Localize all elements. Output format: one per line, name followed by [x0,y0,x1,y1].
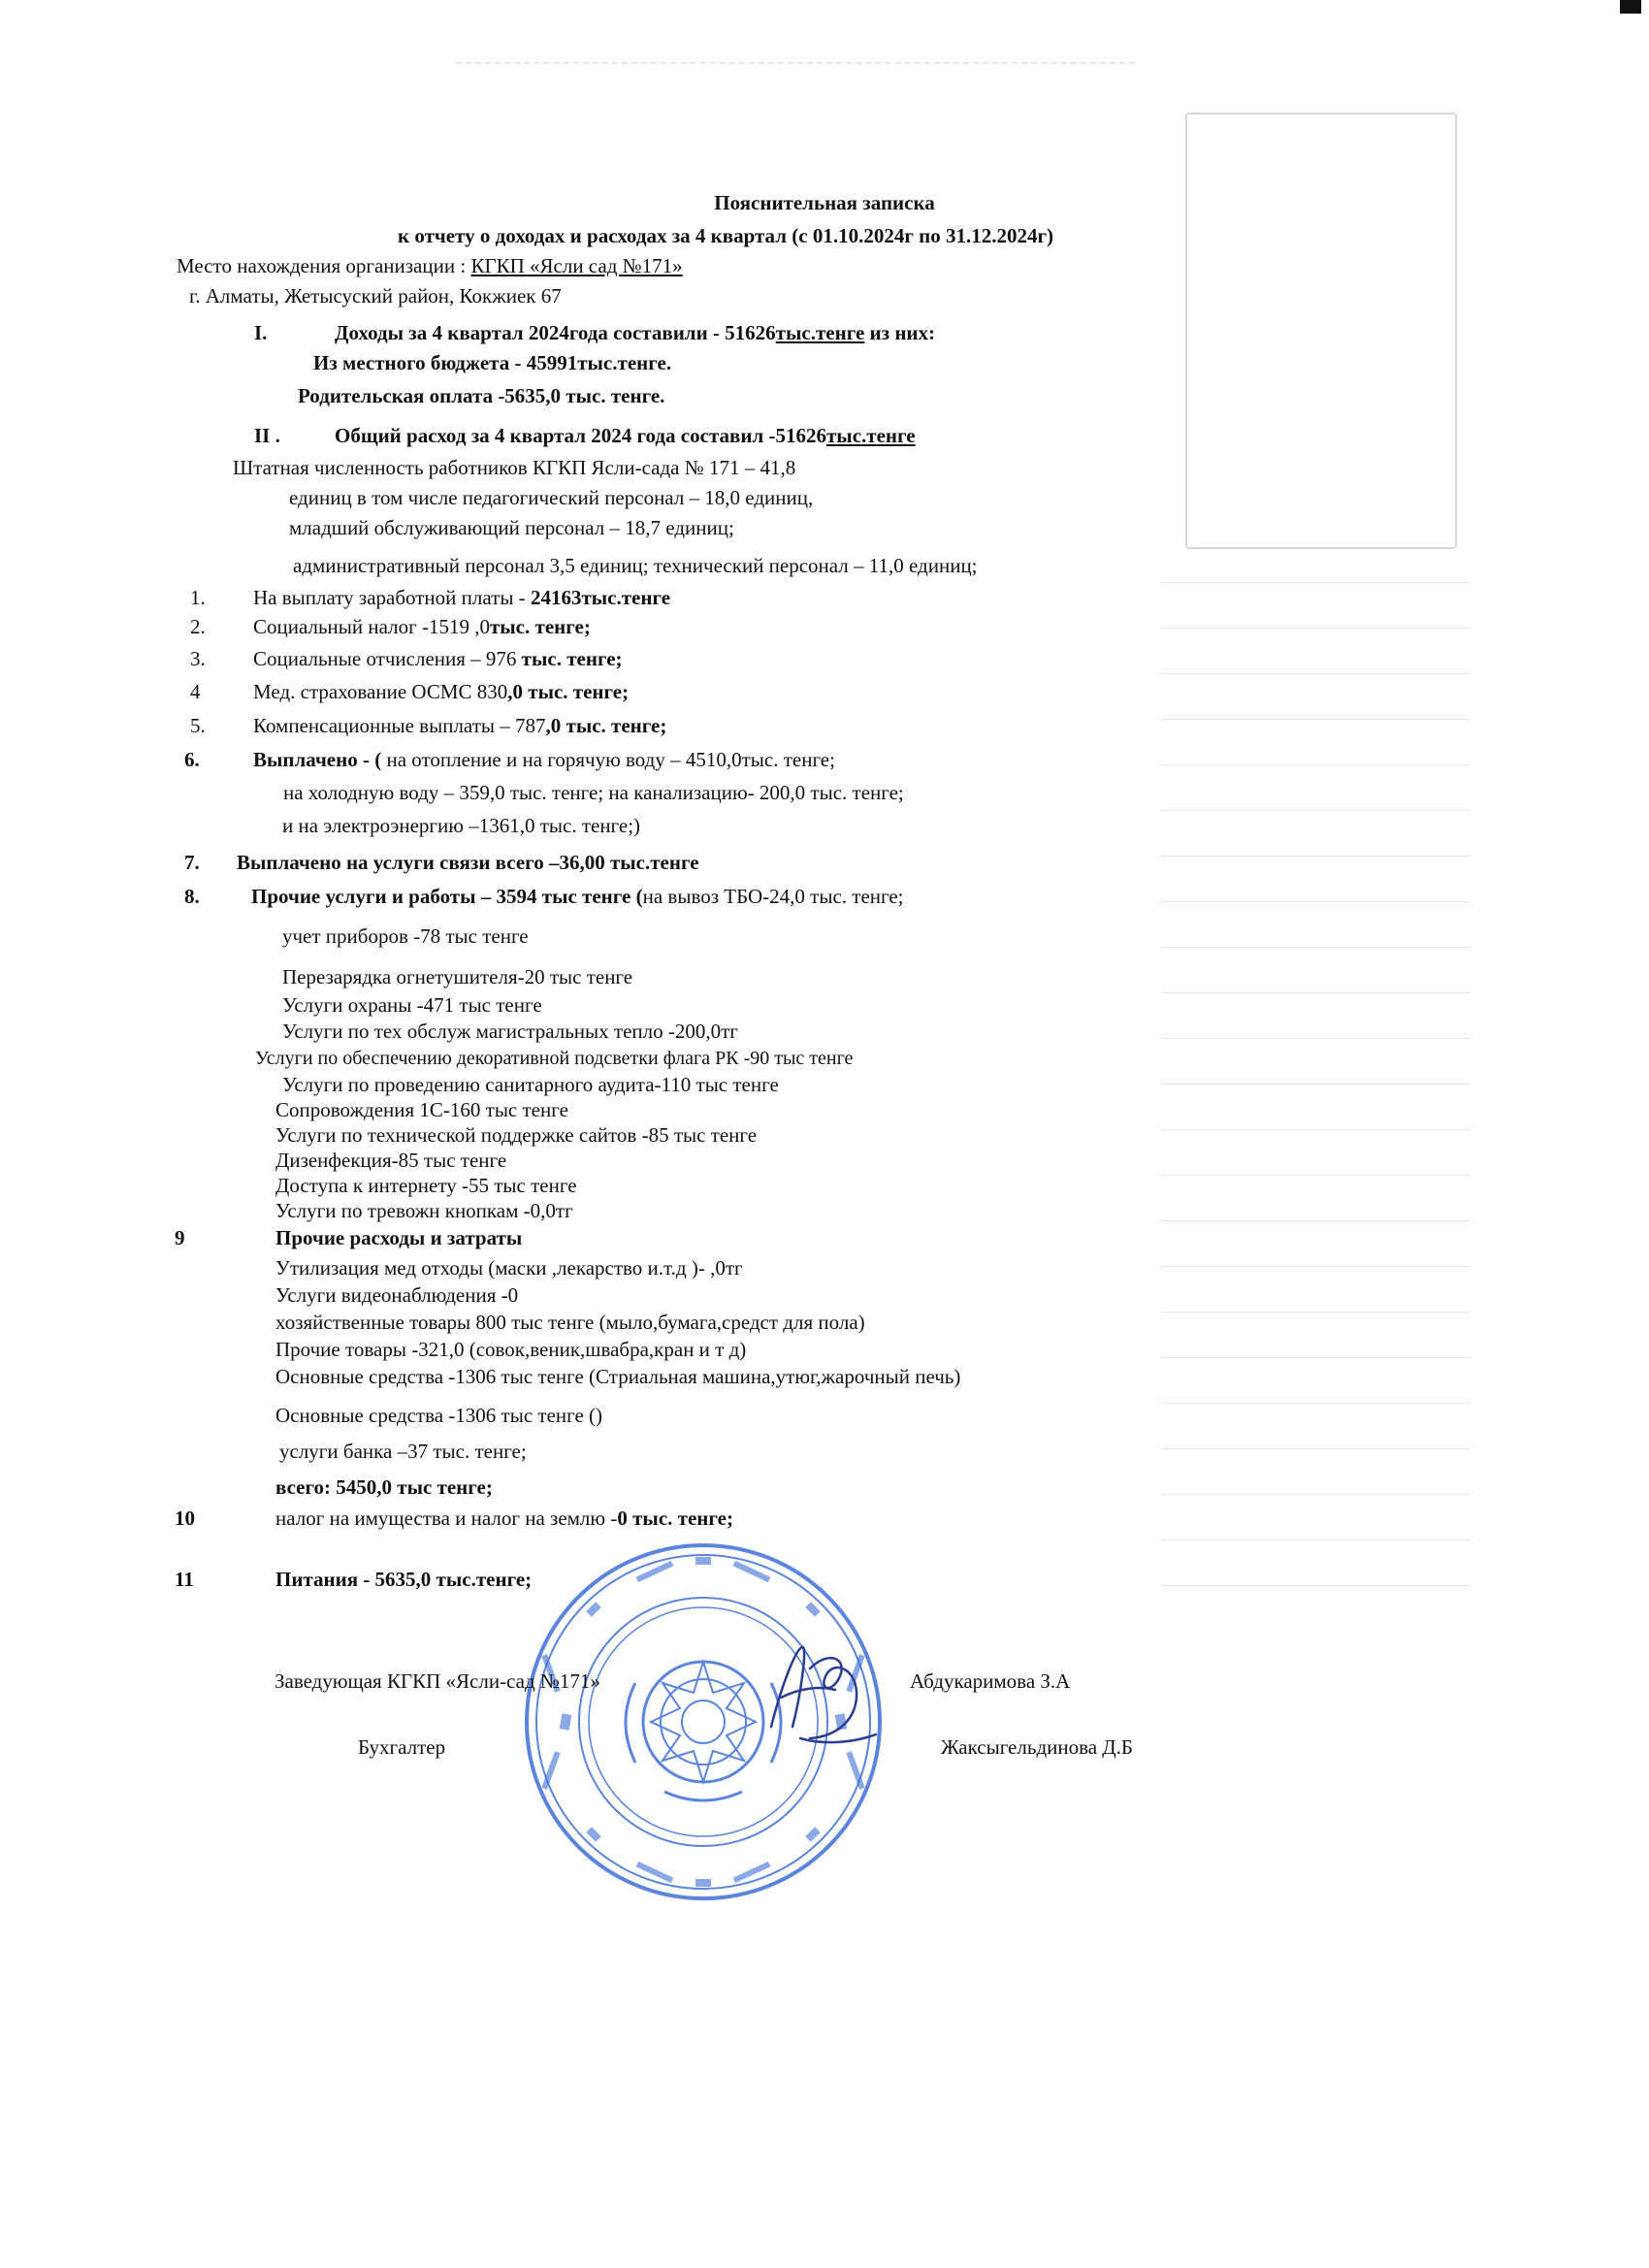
document-subtitle: к отчету о доходах и расходах за 4 квартал (с 01.10.2024г по 31.12.2024г) [398,224,1053,247]
item8-line [251,884,904,909]
list-item [253,614,591,639]
address: г. Алматы, Жетысуский район, Кокжиек 67 [189,284,562,308]
staff-line-4: административный персонал 3,5 единиц; технический персонал – 11,0 единиц; [293,554,978,577]
service-line: Услуги охраны -471 тыс тенге [282,993,542,1017]
item-number: 9 [175,1226,185,1249]
other-expense-line: услуги банка –37 тыс. тенге; [279,1440,527,1463]
item-amount: тыс. тенге; [489,615,591,638]
item-number: 1. [190,586,206,609]
service-line: Сопровождения 1С-160 тыс тенге [275,1098,568,1121]
location-label: Место нахождения организации : [177,254,471,277]
item-text: Социальный налог -1519 ,0 [253,615,490,638]
head-name: Абдукаримова З.А [910,1669,1071,1693]
service-line: Услуги по тех обслуж магистральных тепло -200,0тг [282,1020,738,1043]
item10-text: налог на имущества и налог на землю - [275,1507,618,1530]
item10-line [275,1506,733,1531]
accountant-name: Жаксыгельдинова Д.Б [941,1735,1133,1759]
scan-corner-mark [1620,0,1641,14]
item-number: 10 [175,1507,195,1530]
staff-line-2: единиц в том числе педагогический персонал – 18,0 единиц, [289,486,814,509]
section1-text: Доходы за 4 квартал 2024года составили - 51626 [335,321,776,344]
other-expense-line: Прочие товары -321,0 (совок,веник,швабра,кран и т д) [275,1338,747,1361]
item-number: 3. [190,647,206,670]
item-number: 7. [184,851,200,874]
item-amount: ,0 тыс. тенге; [507,680,630,703]
item-text: Мед. страхование ОСМС 830 [253,680,508,703]
item-number: 8. [184,885,200,908]
item6-line-1 [253,747,835,772]
item-number: 11 [175,1568,194,1591]
other-expense-total: всего: 5450,0 тыс тенге; [275,1475,493,1499]
document-title: Пояснительная записка [714,191,935,214]
item-number: 2. [190,615,206,638]
item-amount: тыс. тенге; [521,647,623,670]
section1-heading [335,320,935,345]
item-amount: ,0 тыс. тенге; [545,714,667,737]
item-text: Компенсационные выплаты – 787 [253,714,546,737]
other-expense-line: Основные средства -1306 тыс тенге () [275,1404,603,1427]
location-line [177,253,729,278]
section2-number: II . [254,424,280,447]
service-line: Услуги по проведению санитарного аудита-110 тыс тенге [282,1073,779,1096]
section2-unit: тыс.тенге [825,424,916,447]
section1-number: I. [254,321,268,344]
item6-line-3: и на электроэнергию –1361,0 тыс. тенге;) [282,814,641,837]
other-expense-line: Основные средства -1306 тыс тенге (Стриальная машина,утюг,жарочный печь) [275,1365,961,1388]
item-number: 6. [184,748,200,771]
local-budget [313,350,671,375]
list-item [253,713,666,738]
other-expense-line: хозяйственные товары 800 тыс тенге (мыло,бумага,средст для пола) [275,1311,865,1334]
section1-unit: тыс.тенге [775,321,865,344]
reverse-side-stamp [1185,113,1457,549]
other-expense-line: Услуги видеонаблюдения -0 [275,1283,519,1307]
item10-amount: 0 тыс. тенге; [617,1507,733,1530]
item11-text: Питания - 5635,0 тыс.тенге; [275,1568,533,1591]
accountant-label: Бухгалтер [358,1735,446,1759]
list-item [253,646,623,671]
list-item [253,679,629,704]
service-line: Дизенфекция-85 тыс тенге [275,1149,507,1172]
staff-line-1: Штатная численность работников КГКП Ясли-сада № 171 – 41,8 [233,456,796,479]
item6-label: Выплачено - ( [253,748,387,771]
item-text: Социальные отчисления – 976 [253,647,522,670]
item8-label: Прочие услуги и работы – 3594 тыс тенге ( [251,885,643,908]
section2-text: Общий расход за 4 квартал 2024 года составил -51626 [335,424,826,447]
item6-text: на отопление и на горячую воду – 4510,0тыс. тенге; [386,748,835,771]
item8-text: на вывоз ТБО-24,0 тыс. тенге; [642,885,904,908]
local-budget-unit: тыс.тенге. [577,351,672,374]
section2-heading [335,423,916,448]
item-text: На выплату заработной платы - [253,586,531,609]
reverse-side-lines [1160,582,1471,1631]
local-budget-label: Из местного бюджета - 45991 [313,351,578,374]
service-line: Услуги по технической поддержке сайтов -85 тыс тенге [275,1123,758,1147]
staff-line-3: младший обслуживающий персонал – 18,7 единиц; [289,516,734,539]
bleed-through-line [456,39,1135,64]
service-line: Услуги по обеспечению декоративной подсветки флага РК -90 тыс тенге [255,1048,854,1069]
location-org: КГКП «Ясли сад №171» [470,254,683,277]
handwritten-signature [742,1630,888,1756]
item-amount: 24163тыс.тенге [530,586,671,609]
item9-heading: Прочие расходы и затраты [275,1226,523,1249]
parent-payment: Родительская оплата -5635,0 тыс. тенге. [298,384,665,407]
head-label: Заведующая КГКП «Ясли-сад №171» [275,1669,600,1693]
item7-text: Выплачено на услуги связи всего –36,00 тыс.тенге [237,851,699,874]
item6-line-2: на холодную воду – 359,0 тыс. тенге; на канализацию- 200,0 тыс. тенге; [283,781,904,804]
section1-tail: из них: [864,321,936,344]
service-line: Услуги по тревожн кнопкам -0,0тг [275,1199,573,1222]
service-line: Перезарядка огнетушителя-20 тыс тенге [282,965,633,988]
service-line: Доступа к интернету -55 тыс тенге [275,1174,577,1197]
list-item [253,585,670,610]
other-expense-line: Утилизация мед отходы (маски ,лекарство и.т.д )- ,0тг [275,1256,743,1280]
item-number: 5. [190,714,206,737]
item-number: 4 [190,680,201,703]
service-line: учет приборов -78 тыс тенге [282,924,529,948]
